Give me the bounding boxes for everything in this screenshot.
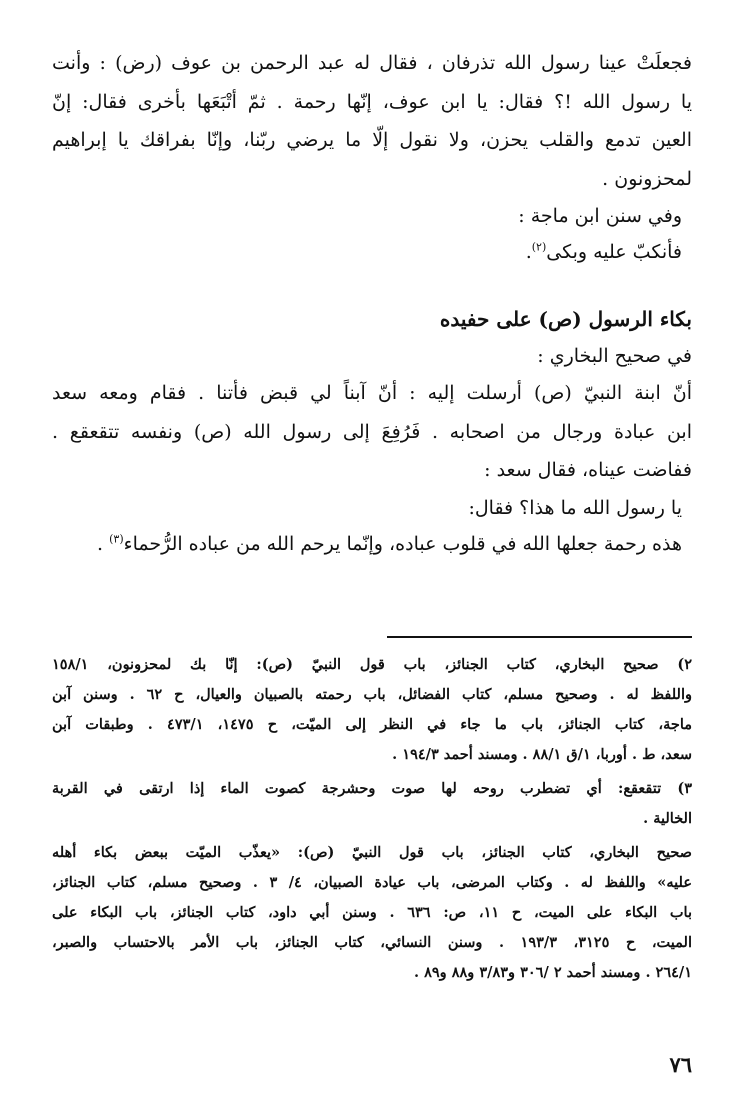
answer-line: هذه رحمة جعلها الله في قلوب عباده، وإنّما يرحم الله من عباده الرُّحماء$^{(٣)}$ . [97, 532, 682, 555]
footnote-2 [52, 650, 692, 770]
footnote-line: ٢٦٤/١ . ومسند أحمد ٢ /٣٠٦ و٣/٨٣ و٨٨ و٨٩ . [413, 964, 692, 981]
answer-text: هذه رحمة جعلها الله في قلوب عباده، وإنّما يرحم الله من عباده الرُّحماء [123, 532, 682, 555]
bukhari-intro: في صحيح البخاري : [537, 345, 692, 367]
footnote-line: ماجة، كتاب الجنائز، باب ما جاء في النظر إلى الميّت، ح ١٤٧٥، ٤٧٣/١ . وطبقات آبن [52, 716, 693, 733]
ibn-majah-text: فأنكبّ عليه وبكى [546, 241, 682, 263]
footnote-line: واللفظ له . وصحيح مسلم، كتاب الفضائل، باب رحمته بالصبيان والعيال، ح ٦٢ . وسنن آبن [52, 686, 692, 703]
footnote-line: باب البكاء على الميت، ح ١١، ص: ٦٣٦ . وسنن أبي داود، كتاب الجنائز، باب البكاء على [52, 904, 692, 921]
footnote-line: صحيح البخاري، كتاب الجنائز، باب قول النبيّ (ص): «يعذّب الميّت ببعض بكاء أهله [52, 844, 692, 861]
text-line: ابن عبادة ورجال من اصحابه . فَرُفِعَ إلى رسول الله (ص) ونفسه تتقعقع . [52, 420, 692, 443]
footnote-line: الخالية . [643, 810, 692, 827]
ibn-majah-intro: وفي سنن ابن ماجة : [518, 205, 682, 227]
text-line: العين تدمع والقلب يحزن، ولا نقول إلّا ما يرضي ربّنا، وإنّا بفراقك يا إبراهيم [52, 129, 692, 151]
footnote-divider [387, 636, 692, 638]
text-line: يا رسول الله !؟ فقال: يا ابن عوف، إنّها رحمة . ثمّ أتْبَعَها بأخرى فقال: إنّ [52, 90, 692, 113]
text-line: ففاضت عيناه، فقال سعد : [484, 459, 692, 481]
text-line: لمحزونون . [602, 167, 692, 190]
ibn-majah-quote: فأنكبّ عليه وبكى$^{(٢)}$. [525, 240, 682, 263]
footnote-continuation [52, 838, 692, 988]
footnote-line: ٣) تتقعقع: أي تضطرب روحه لها صوت وحشرجة كصوت الماء إذا ارتقى في القربة [52, 780, 692, 797]
footnote-3 [52, 774, 692, 834]
footnote-line: ٢) صحيح البخاري، كتاب الجنائز، باب قول النبيّ (ص): إنّا بك لمحزونون، ١٥٨/١ [52, 656, 692, 673]
footnote-line: سعد، ط . أوربا، ١/ق ٨٨/١ . ومسند أحمد ١٩٤/٣ . [392, 746, 692, 763]
paragraph-opening [52, 44, 692, 198]
paragraph-hadith [52, 374, 692, 490]
page-number: ٧٦ [669, 1052, 692, 1077]
question-line: يا رسول الله ما هذا؟ فقال: [468, 496, 682, 519]
text-line: فجعلَتْ عينا رسول الله تذرفان ، فقال له عبد الرحمن بن عوف (رض) : وأنت [52, 52, 692, 74]
footnote-line: الميت، ح ٣١٢٥، ١٩٣/٣ . وسنن النسائي، كتاب الجنائز، باب الأمر بالاحتساب والصبر، [52, 934, 692, 951]
footnotes [52, 650, 692, 992]
text-line: أنّ ابنة النبيّ (ص) أرسلت إليه : أنّ آبناً لي قبض فأتنا . فقام ومعه سعد [52, 382, 692, 404]
footnote-line: عليه» واللفظ له . وكتاب المرضى، باب عيادة الصبيان، ٤/ ٣ . وصحيح مسلم، كتاب الجنائز، [52, 874, 692, 891]
section-gap [52, 270, 692, 300]
section-heading: بكاء الرسول (ص) على حفيده [439, 307, 692, 331]
footnote-ref-2: (٢) [531, 240, 547, 254]
footnote-ref-3: (٣) [109, 532, 124, 546]
